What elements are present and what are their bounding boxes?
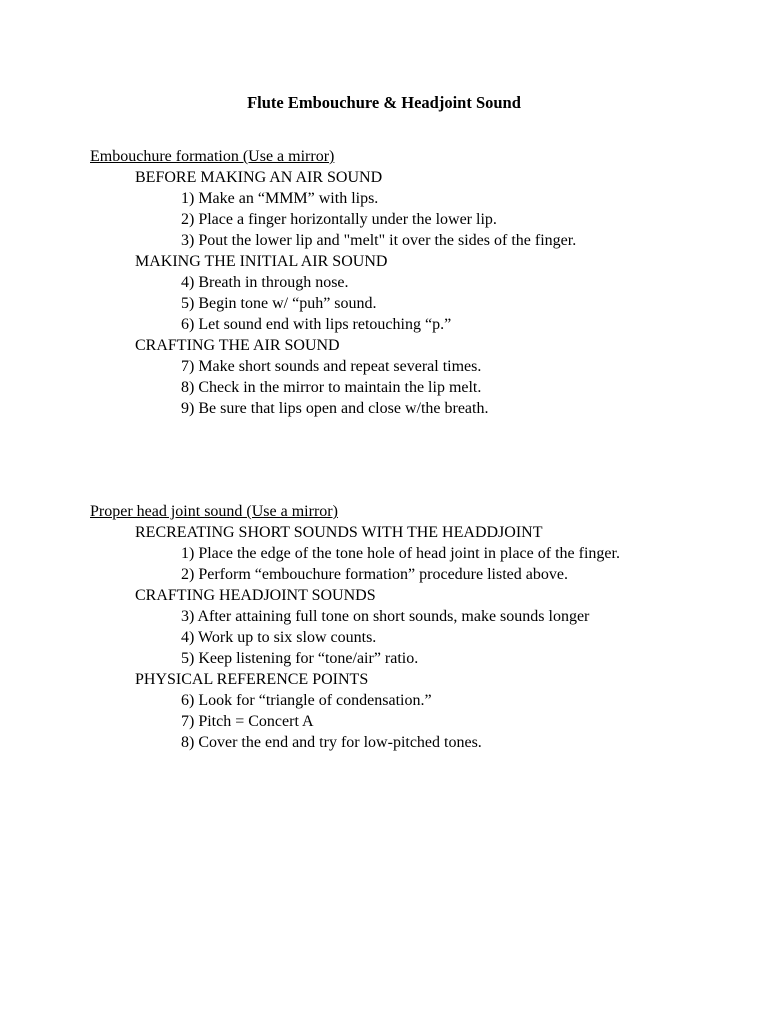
subheading-initial-air-sound: MAKING THE INITIAL AIR SOUND (135, 253, 388, 270)
subheading-recreating-short-sounds: RECREATING SHORT SOUNDS WITH THE HEADDJOINT (135, 524, 543, 541)
list-item: 5) Begin tone w/ “puh” sound. (181, 295, 377, 312)
section-heading: Proper head joint sound (Use a mirror) (90, 503, 338, 520)
section-embouchure-formation (90, 146, 748, 419)
list-item: 8) Check in the mirror to maintain the lip melt. (181, 379, 482, 396)
list-item: 7) Make short sounds and repeat several times. (181, 358, 482, 375)
list-item: 6) Look for “triangle of condensation.” (181, 692, 432, 709)
list-item: 8) Cover the end and try for low-pitched tones. (181, 734, 482, 751)
list-item: 2) Place a finger horizontally under the lower lip. (181, 211, 497, 228)
subheading-crafting-headjoint-sounds: CRAFTING HEADJOINT SOUNDS (135, 587, 376, 604)
subheading-physical-reference-points: PHYSICAL REFERENCE POINTS (135, 671, 369, 688)
subheading-crafting-air-sound: CRAFTING THE AIR SOUND (135, 337, 340, 354)
list-item: 6) Let sound end with lips retouching “p.” (181, 316, 452, 333)
section-head-joint-sound (90, 501, 748, 753)
list-item: 3) After attaining full tone on short sounds, make sounds longer (181, 608, 590, 625)
list-item: 3) Pout the lower lip and "melt" it over the sides of the finger. (181, 232, 577, 249)
list-item: 1) Make an “MMM” with lips. (181, 190, 379, 207)
document-title: Flute Embouchure & Headjoint Sound (247, 93, 521, 112)
section-heading: Embouchure formation (Use a mirror) (90, 148, 335, 165)
list-item: 2) Perform “embouchure formation” procedure listed above. (181, 566, 568, 583)
list-item: 4) Work up to six slow counts. (181, 629, 377, 646)
list-item: 4) Breath in through nose. (181, 274, 349, 291)
subheading-before-air-sound: BEFORE MAKING AN AIR SOUND (135, 169, 383, 186)
list-item: 9) Be sure that lips open and close w/the breath. (181, 400, 489, 417)
list-item: 5) Keep listening for “tone/air” ratio. (181, 650, 419, 667)
list-item: 1) Place the edge of the tone hole of head joint in place of the finger. (181, 545, 620, 562)
list-item: 7) Pitch = Concert A (181, 713, 314, 730)
